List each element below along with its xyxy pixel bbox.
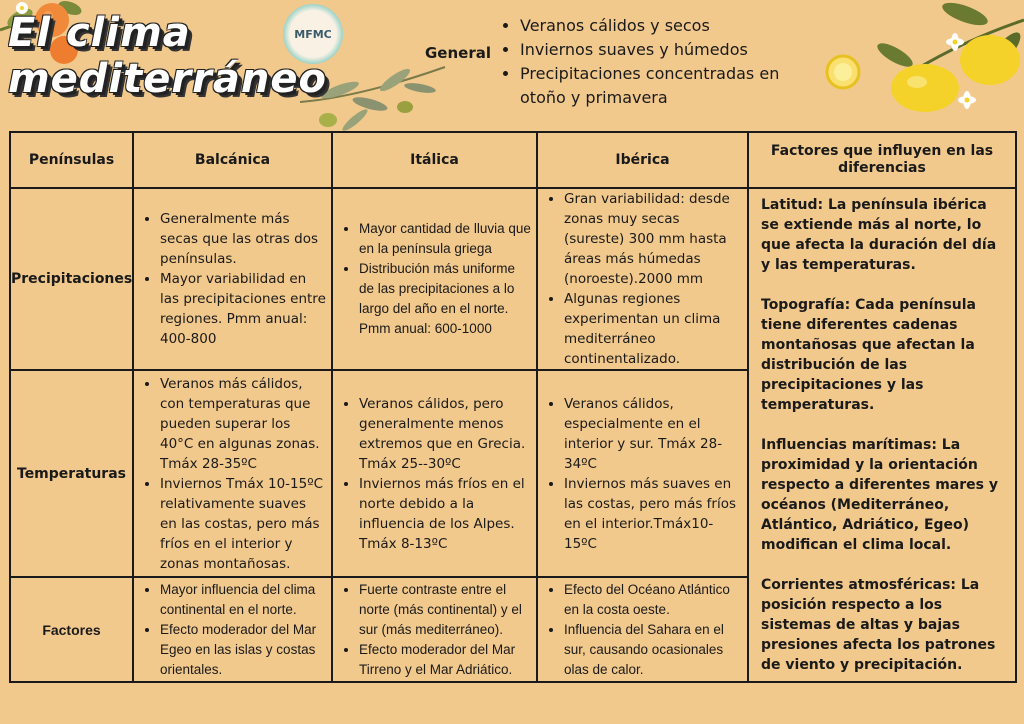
list-item: • Veranos cálidos, especialmente en el interior y sur. Tmáx 28-34ºC	[564, 394, 743, 474]
list-item: • Distribución más uniforme de las precipitaciones a lo largo del año en el norte. Pmm anual: 600-1000	[359, 259, 532, 339]
list-item: • Mayor variabilidad en las precipitaciones entre regiones. Pmm anual: 400-800	[160, 269, 327, 349]
list-item: • Inviernos suaves y húmedos	[520, 38, 790, 62]
header-iberica: Ibérica	[537, 132, 748, 188]
list-item: • Precipitaciones concentradas en otoño y primavera	[520, 62, 790, 110]
page-title	[8, 10, 327, 102]
header-peninsulas: Penínsulas	[10, 132, 133, 188]
list-item: • Efecto del Océano Atlántico en la costa oeste.	[564, 580, 743, 620]
factor-latitud: Latitud: La península ibérica se extiende más al norte, lo que afecta la duración del día y las temperaturas.	[761, 197, 997, 273]
header-italica: Itálica	[332, 132, 537, 188]
general-list	[500, 14, 790, 110]
list-item: • Inviernos Tmáx 10-15ºC relativamente suaves en las costas, pero más fríos en el interior y zonas montañosas.	[160, 474, 327, 574]
cell-iberica-temperaturas	[537, 370, 748, 577]
factors-cell	[748, 188, 1016, 682]
lemon-branch-icon	[815, 0, 1024, 130]
list-item: • Veranos cálidos y secos	[520, 14, 790, 38]
list-item: • Efecto moderador del Mar Tirreno y el Mar Adriático.	[359, 640, 532, 680]
title-line-2: mediterráneo	[8, 56, 327, 102]
cell-balcanica-factores	[133, 577, 332, 682]
cell-balcanica-precipitaciones	[133, 188, 332, 370]
row-label-temperaturas: Temperaturas	[10, 370, 133, 577]
factor-corrientes-atmosfericas: Corrientes atmosféricas: La posición respecto a los sistemas de altas y bajas presiones afecta los patrones de viento y precipitación.	[761, 577, 996, 673]
header-balcanica: Balcánica	[133, 132, 332, 188]
general-label: General	[425, 44, 491, 62]
list-item: • Generalmente más secas que las otras dos penínsulas.	[160, 209, 327, 269]
row-label-factores: Factores	[10, 577, 133, 682]
cell-iberica-precipitaciones	[537, 188, 748, 370]
cell-iberica-factores	[537, 577, 748, 682]
cell-italica-precipitaciones	[332, 188, 537, 370]
title-line-1: El clima	[8, 10, 191, 56]
list-item: • Inviernos más suaves en las costas, pero más fríos en el interior.Tmáx10-15ºC	[564, 474, 743, 554]
factor-influencias-maritimas: Influencias marítimas: La proximidad y la orientación respecto a diferentes mares y océanos (Mediterráneo, Atlántico, Adriático, Egeo) modifican el clima local.	[761, 437, 998, 553]
list-item: • Algunas regiones experimentan un clima mediterráneo continentalizado.	[564, 289, 743, 369]
list-item: • Veranos más cálidos, con temperaturas que pueden superar los 40°C en algunas zonas. Tmáx 28-35ºC	[160, 374, 327, 474]
list-item: • Mayor influencia del clima continental en el norte.	[160, 580, 327, 620]
list-item: • Fuerte contraste entre el norte (más continental) y el sur (más mediterráneo).	[359, 580, 532, 640]
list-item: • Efecto moderador del Mar Egeo en las islas y costas orientales.	[160, 620, 327, 680]
list-item: • Influencia del Sahara en el sur, causando ocasionales olas de calor.	[564, 620, 743, 680]
list-item: • Inviernos más fríos en el norte debido a la influencia de los Alpes. Tmáx 8-13ºC	[359, 474, 532, 554]
comparison-table	[9, 131, 1017, 683]
list-item: • Veranos cálidos, pero generalmente menos extremos que en Grecia. Tmáx 25--30ºC	[359, 394, 532, 474]
cell-italica-temperaturas	[332, 370, 537, 577]
list-item: • Mayor cantidad de lluvia que en la península griega	[359, 219, 532, 259]
factor-topografia: Topografía: Cada península tiene diferentes cadenas montañosas que afectan la distribución de las precipitaciones y las temperaturas.	[761, 297, 976, 413]
list-item: • Gran variabilidad: desde zonas muy secas (sureste) 300 mm hasta áreas más húmedas (noroeste).2000 mm	[564, 189, 743, 289]
cell-balcanica-temperaturas	[133, 370, 332, 577]
cell-italica-factores	[332, 577, 537, 682]
row-label-precipitaciones: Precipitaciones	[10, 188, 133, 370]
header-factores-diferencias: Factores que influyen en las diferencias	[748, 132, 1016, 188]
logo-text: MFMC	[294, 27, 332, 41]
table-header-row	[10, 132, 1016, 188]
table-row	[10, 188, 1016, 370]
